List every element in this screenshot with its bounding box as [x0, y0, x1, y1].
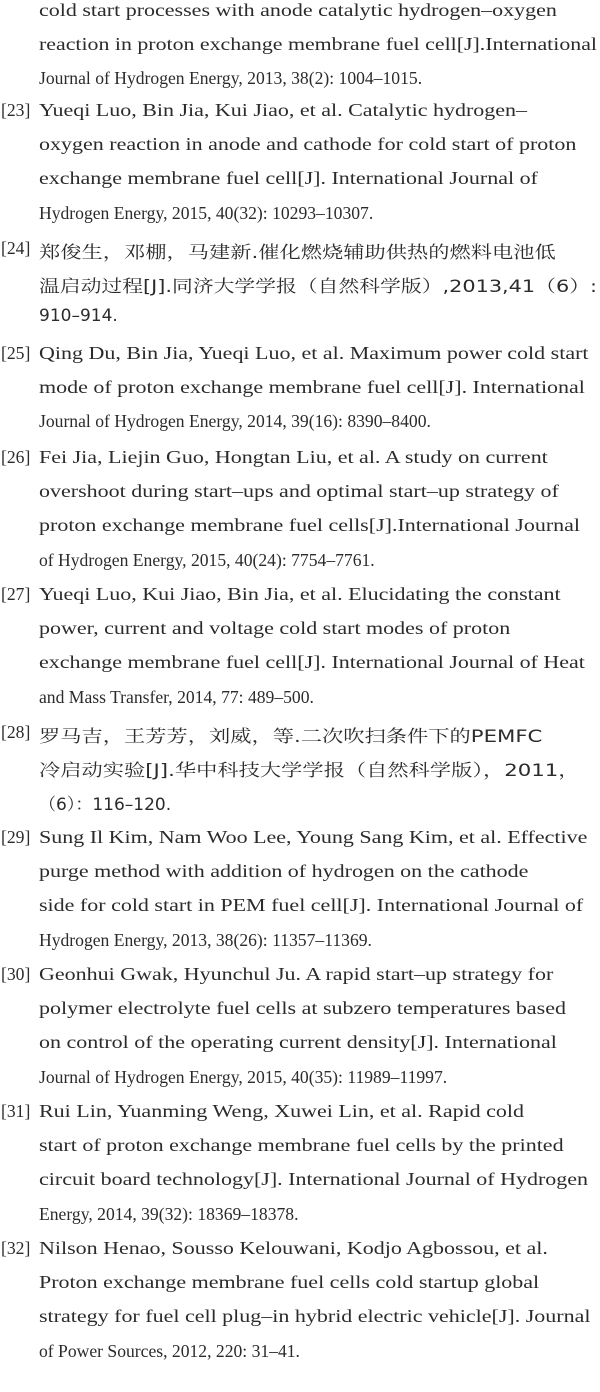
- reference-text-line: Journal of Hydrogen Energy, 2014, 39(16): 8390–8400.: [39, 411, 431, 432]
- reference-number: [23]: [1, 100, 31, 120]
- reference-text-line: （6）：116–120.: [39, 795, 172, 816]
- reference-text-line: polymer electrolyte fuel cells at subzero temperatures based: [39, 998, 566, 1019]
- reference-number: [26]: [1, 447, 31, 467]
- reference-text-line: on control of the operating current density[J]. International: [39, 1032, 557, 1053]
- reference-text-line: Yueqi Luo, Bin Jia, Kui Jiao, et al. Catalytic hydrogen–: [39, 100, 528, 120]
- reference-number: [30]: [1, 964, 31, 984]
- reference-text-line: and Mass Transfer, 2014, 77: 489–500.: [39, 686, 314, 707]
- reference-text-line: 郑俊生，邓棚，马建新.催化燃烧辅助供热的燃料电池低: [39, 243, 556, 263]
- reference-text-line: side for cold start in PEM fuel cell[J]. International Journal of: [39, 895, 584, 916]
- reference-text-line: Geonhui Gwak, Hyunchul Ju. A rapid start–up strategy for: [39, 964, 554, 984]
- reference-text-line: Rui Lin, Yuanming Weng, Xuwei Lin, et al. Rapid cold: [39, 1101, 525, 1121]
- reference-text-line: strategy for fuel cell plug–in hybrid electric vehicle[J]. Journal: [39, 1306, 591, 1327]
- reference-text-line: power, current and voltage cold start modes of proton: [39, 618, 511, 639]
- reference-text-line: Journal of Hydrogen Energy, 2013, 38(2): 1004–1015.: [39, 68, 423, 89]
- reference-text-line: Energy, 2014, 39(32): 18369–18378.: [39, 1203, 299, 1224]
- reference-text-line: Hydrogen Energy, 2013, 38(26): 11357–11369.: [39, 929, 372, 950]
- reference-text-line: of Hydrogen Energy, 2015, 40(24): 7754–7761.: [39, 549, 375, 570]
- reference-text-line: Nilson Henao, Sousso Kelouwani, Kodjo Agbossou, et al.: [39, 1238, 548, 1258]
- reference-number: [24]: [1, 238, 31, 258]
- reference-text-line: start of proton exchange membrane fuel cells by the printed: [39, 1135, 564, 1156]
- reference-number: [25]: [1, 343, 31, 363]
- reference-number: [27]: [1, 584, 31, 604]
- reference-text-line: exchange membrane fuel cell[J]. International Journal of Heat: [39, 652, 585, 673]
- reference-number: [31]: [1, 1101, 31, 1121]
- reference-text-line: oxygen reaction in anode and cathode for cold start of proton: [39, 134, 577, 155]
- reference-number: [28]: [1, 722, 31, 742]
- reference-text-line: cold start processes with anode catalytic hydrogen–oxygen: [39, 0, 557, 20]
- reference-text-line: 910–914.: [39, 306, 118, 327]
- reference-text-line: Hydrogen Energy, 2015, 40(32): 10293–10307.: [39, 202, 374, 223]
- reference-text-line: overshoot during start–ups and optimal start–up strategy of: [39, 481, 559, 502]
- reference-text-line: mode of proton exchange membrane fuel cell[J]. International: [39, 377, 585, 398]
- reference-text-line: 温启动过程[J].同济大学学报（自然科学版）,2013,41（6）:: [39, 277, 598, 298]
- reference-text-line: 冷启动实验[J].华中科技大学学报（自然科学版），2011，: [39, 761, 580, 782]
- reference-text-line: circuit board technology[J]. International Journal of Hydrogen: [39, 1169, 589, 1190]
- reference-text-line: Fei Jia, Liejin Guo, Hongtan Liu, et al. A study on current: [39, 447, 548, 467]
- reference-number: [29]: [1, 827, 31, 847]
- reference-text-line: Qing Du, Bin Jia, Yueqi Luo, et al. Maximum power cold start: [39, 343, 589, 363]
- reference-number: [32]: [1, 1238, 31, 1258]
- reference-text-line: reaction in proton exchange membrane fuel cell[J].International: [39, 34, 597, 55]
- reference-text-line: of Power Sources, 2012, 220: 31–41.: [39, 1340, 300, 1361]
- reference-text-line: 罗马吉，王芳芳，刘威，等.二次吹扫条件下的PEMFC: [39, 727, 543, 747]
- reference-text-line: Journal of Hydrogen Energy, 2015, 40(35): 11989–11997.: [39, 1066, 448, 1087]
- reference-text-line: Sung Il Kim, Nam Woo Lee, Young Sang Kim, et al. Effective: [39, 827, 588, 847]
- reference-text-line: Proton exchange membrane fuel cells cold startup global: [39, 1272, 540, 1293]
- reference-text-line: proton exchange membrane fuel cells[J].International Journal: [39, 515, 581, 536]
- reference-text-line: exchange membrane fuel cell[J]. International Journal of: [39, 168, 538, 189]
- reference-text-line: purge method with addition of hydrogen on the cathode: [39, 861, 529, 882]
- reference-text-line: Yueqi Luo, Kui Jiao, Bin Jia, et al. Elucidating the constant: [39, 584, 561, 604]
